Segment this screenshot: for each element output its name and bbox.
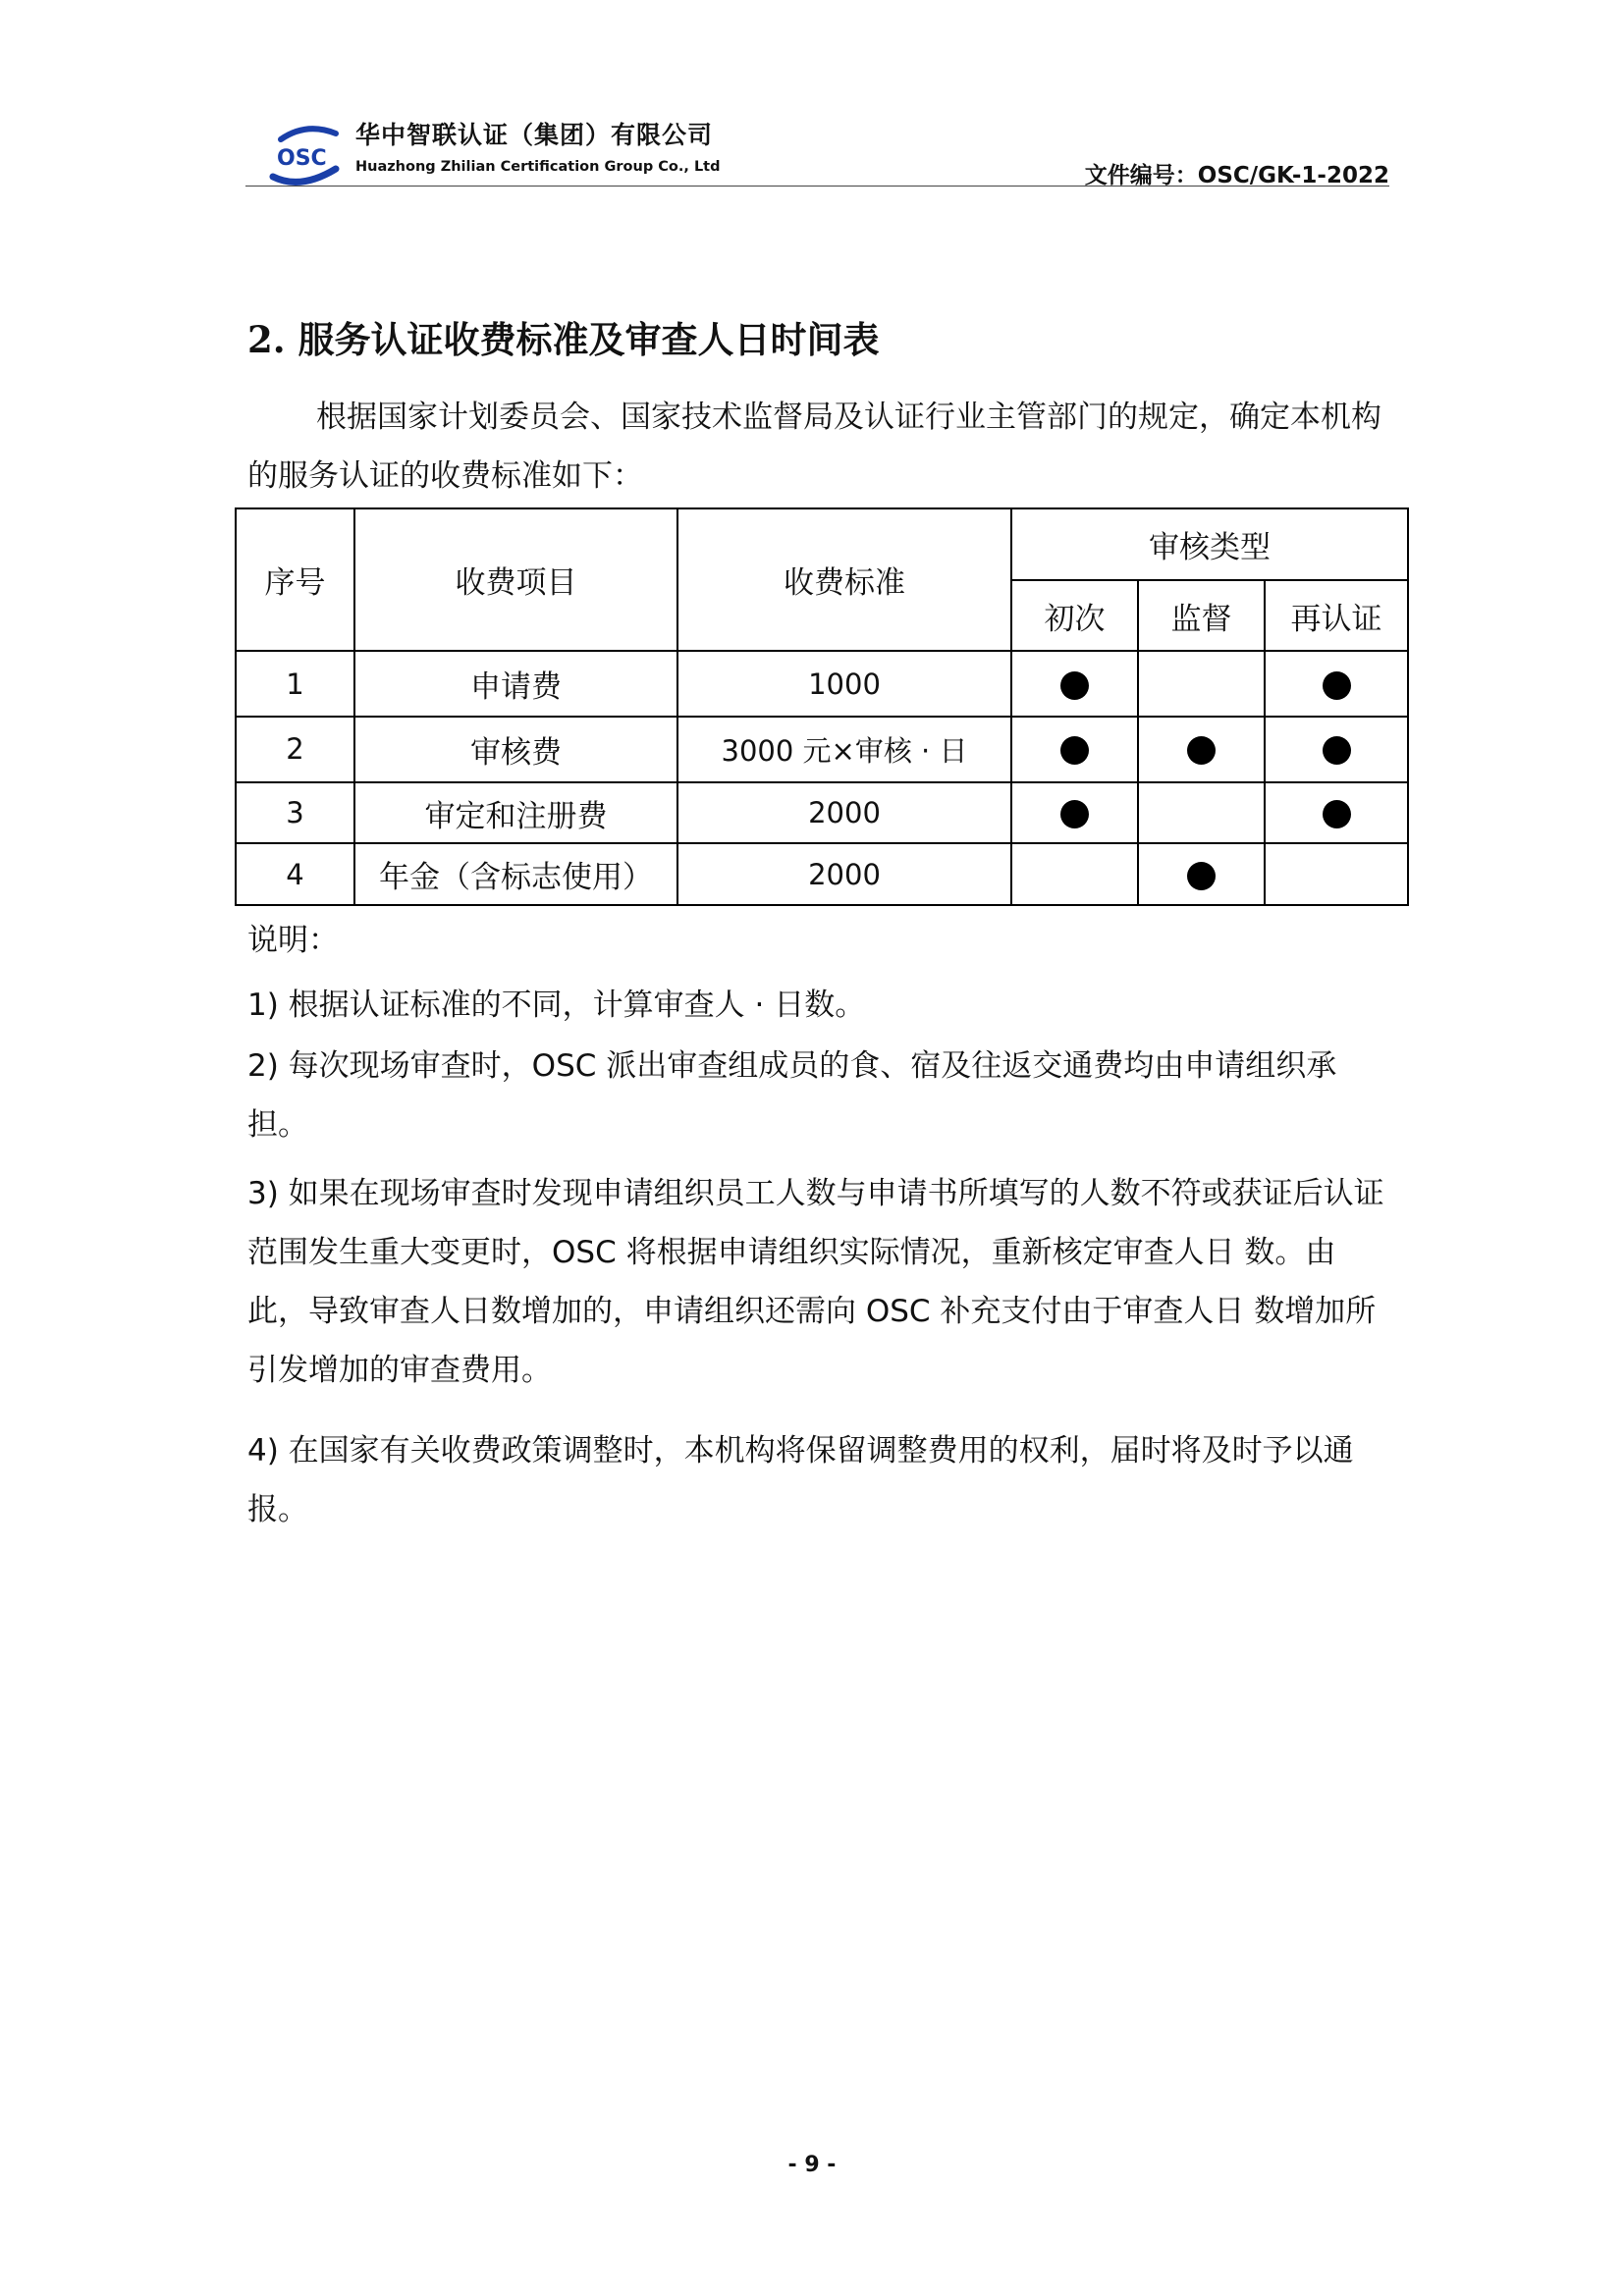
row-standard: 1000	[677, 651, 1011, 717]
row-recert-cell	[1265, 717, 1408, 782]
intro-text: 根据国家计划委员会、国家技术监督局及认证行业主管部门的规定，确定本机构的服务认证的收费标准如下：	[247, 400, 1381, 494]
row-initial-cell	[1011, 651, 1138, 717]
company-name-cn: 华中智联认证（集团）有限公司	[355, 121, 714, 149]
table-row	[236, 843, 1408, 905]
header-seq: 序号	[236, 508, 354, 651]
row-standard: 3000 元×审核 · 日	[677, 717, 1011, 782]
document-number: 文件编号：OSC/GK-1-2022	[1084, 163, 1389, 188]
note-item: 4) 在国家有关收费政策调整时，本机构将保留调整费用的权利，届时将及时予以通报。	[247, 1433, 1354, 1527]
row-standard: 2000	[677, 782, 1011, 844]
section-title: 2. 服务认证收费标准及审查人日时间表	[247, 318, 880, 361]
filled-dot-icon	[1187, 736, 1216, 765]
row-initial-cell	[1011, 782, 1138, 844]
row-item: 审核费	[354, 717, 677, 782]
row-recert-cell	[1265, 843, 1408, 905]
header-divider	[245, 186, 1389, 187]
row-recert-cell	[1265, 782, 1408, 844]
row-item: 申请费	[354, 651, 677, 717]
filled-dot-icon	[1323, 671, 1351, 700]
note-item: 3) 如果在现场审查时发现申请组织员工人数与申请书所填写的人数不符或获证后认证范围发生重大变更时，OSC 将根据申请组织实际情况，重新核定审查人日 数。由此，导致审查人日数增加的，申请组织还需向 OSC 补充支付由于审查人日 数增加所引发增加的审查费用。	[247, 1176, 1384, 1388]
filled-dot-icon	[1187, 862, 1216, 890]
header-supervision: 监督	[1138, 580, 1265, 652]
company-name-en: Huazhong Zhilian Certification Group Co., Ltd	[355, 159, 721, 175]
row-recert-cell	[1265, 651, 1408, 717]
row-supervision-cell	[1138, 782, 1265, 844]
notes-label: 说明：	[247, 923, 339, 958]
row-seq: 3	[236, 782, 354, 844]
page-header	[245, 116, 1389, 187]
header-item: 收费项目	[354, 508, 677, 651]
row-initial-cell	[1011, 717, 1138, 782]
row-supervision-cell	[1138, 843, 1265, 905]
header-recert: 再认证	[1265, 580, 1408, 652]
row-item: 年金（含标志使用）	[354, 843, 677, 905]
fee-table	[235, 507, 1409, 906]
table-row	[236, 717, 1408, 782]
company-logo	[267, 120, 344, 188]
filled-dot-icon	[1060, 671, 1089, 700]
row-standard: 2000	[677, 843, 1011, 905]
row-seq: 2	[236, 717, 354, 782]
table-row	[236, 782, 1408, 844]
note-item: 2) 每次现场审查时，OSC 派出审查组成员的食、宿及往返交通费均由申请组织承 担。	[247, 1048, 1337, 1143]
page-number: - 9 -	[787, 2153, 837, 2177]
filled-dot-icon	[1060, 800, 1089, 828]
logo-text: OSC	[277, 146, 327, 171]
header-audit-type: 审核类型	[1011, 508, 1408, 580]
row-item: 审定和注册费	[354, 782, 677, 844]
table-row	[236, 651, 1408, 717]
company-name	[355, 116, 721, 175]
note-item: 1) 根据认证标准的不同，计算审查人 · 日数。	[247, 988, 866, 1023]
row-supervision-cell	[1138, 717, 1265, 782]
filled-dot-icon	[1323, 736, 1351, 765]
row-supervision-cell	[1138, 651, 1265, 717]
header-initial: 初次	[1011, 580, 1138, 652]
row-seq: 1	[236, 651, 354, 717]
row-initial-cell	[1011, 843, 1138, 905]
row-seq: 4	[236, 843, 354, 905]
intro-paragraph	[247, 388, 1391, 506]
header-standard: 收费标准	[677, 508, 1011, 651]
filled-dot-icon	[1060, 736, 1089, 765]
filled-dot-icon	[1323, 800, 1351, 828]
